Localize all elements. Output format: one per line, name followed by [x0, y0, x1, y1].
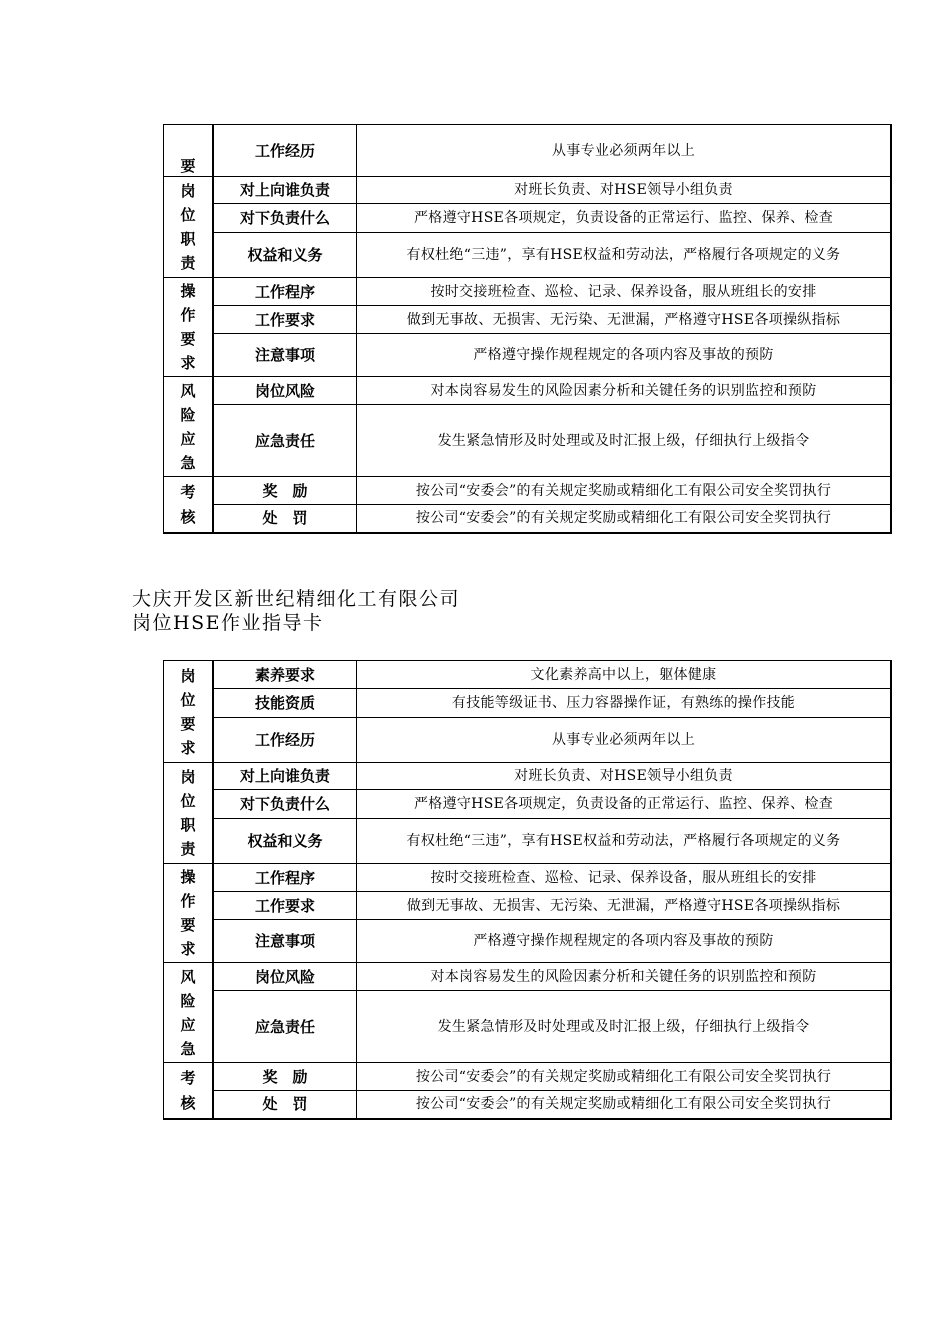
row-label: 处 罚 — [213, 1091, 357, 1119]
category-label: 要 — [180, 157, 196, 175]
vertical-category-text — [164, 965, 212, 1061]
row-label: 工作程序 — [213, 864, 357, 892]
category-char: 险 — [180, 991, 196, 1010]
row-label: 对下负责什么 — [213, 790, 357, 819]
category-char: 求 — [180, 738, 196, 757]
category-char: 要 — [180, 916, 196, 934]
row-value: 严格遵守HSE各项规定，负责设备的正常运行、监控、保养、检查 — [357, 790, 892, 819]
row-value: 按时交接班检查、巡检、记录、保养设备，服从班组长的安排 — [357, 864, 892, 892]
category-char: 求 — [180, 354, 196, 372]
vertical-category-text — [164, 664, 212, 760]
table-row — [164, 334, 892, 377]
row-label: 工作经历 — [213, 718, 357, 763]
category-char: 急 — [180, 1039, 196, 1058]
category-cell-operations — [164, 278, 214, 377]
table-row — [164, 689, 892, 718]
category-char: 作 — [180, 892, 196, 910]
table-row — [164, 233, 892, 278]
table-row — [164, 718, 892, 763]
category-cell-assessment — [164, 477, 214, 533]
row-label: 对下负责什么 — [213, 204, 357, 233]
row-label: 应急责任 — [213, 991, 357, 1063]
row-value: 按公司“安委会”的有关规定奖励或精细化工有限公司安全奖罚执行 — [357, 505, 892, 533]
category-char: 责 — [180, 254, 196, 272]
row-value: 做到无事故、无损害、无污染、无泄漏，严格遵守HSE各项操纵指标 — [357, 306, 892, 334]
category-char: 责 — [180, 840, 196, 858]
row-value: 按公司“安委会”的有关规定奖励或精细化工有限公司安全奖罚执行 — [357, 477, 892, 505]
category-char: 应 — [180, 429, 196, 448]
category-cell-requirements — [164, 125, 214, 177]
category-char: 位 — [180, 206, 196, 224]
category-char: 考 — [180, 482, 196, 501]
table-row — [164, 1063, 892, 1091]
row-value: 文化素养高中以上，躯体健康 — [357, 661, 892, 689]
category-char: 求 — [180, 940, 196, 958]
table-row — [164, 963, 892, 991]
row-value: 对本岗容易发生的风险因素分析和关键任务的识别监控和预防 — [357, 963, 892, 991]
category-char: 风 — [180, 967, 196, 986]
row-value: 严格遵守操作规程规定的各项内容及事故的预防 — [357, 334, 892, 377]
vertical-category-text — [164, 865, 212, 961]
category-char: 险 — [180, 405, 196, 424]
row-label: 岗位风险 — [213, 963, 357, 991]
category-char: 位 — [180, 792, 196, 810]
table-row — [164, 892, 892, 920]
row-label: 工作要求 — [213, 892, 357, 920]
category-char: 职 — [180, 230, 196, 248]
category-char: 要 — [180, 330, 196, 348]
table-row — [164, 278, 892, 306]
row-value: 按公司“安委会”的有关规定奖励或精细化工有限公司安全奖罚执行 — [357, 1063, 892, 1091]
row-value: 按公司“安委会”的有关规定奖励或精细化工有限公司安全奖罚执行 — [357, 1091, 892, 1119]
category-char: 考 — [180, 1068, 196, 1087]
row-value: 做到无事故、无损害、无污染、无泄漏，严格遵守HSE各项操纵指标 — [357, 892, 892, 920]
category-char: 职 — [180, 816, 196, 834]
vertical-category-text — [164, 1065, 212, 1115]
category-char: 岗 — [180, 768, 196, 786]
category-cell-risk — [164, 963, 214, 1063]
row-label: 工作程序 — [213, 278, 357, 306]
table-row — [164, 819, 892, 864]
row-label: 权益和义务 — [213, 819, 357, 864]
category-char: 急 — [180, 453, 196, 472]
row-value: 发生紧急情形及时处理或及时汇报上级，仔细执行上级指令 — [357, 405, 892, 477]
category-char: 要 — [180, 714, 196, 733]
row-value: 严格遵守操作规程规定的各项内容及事故的预防 — [357, 920, 892, 963]
category-char: 作 — [180, 306, 196, 324]
row-value: 对班长负责、对HSE领导小组负责 — [357, 177, 892, 204]
category-char: 操 — [180, 282, 196, 300]
row-label: 工作要求 — [213, 306, 357, 334]
row-label: 注意事项 — [213, 920, 357, 963]
category-char: 核 — [180, 507, 196, 526]
row-value: 按时交接班检查、巡检、记录、保养设备，服从班组长的安排 — [357, 278, 892, 306]
table-row — [164, 920, 892, 963]
row-label: 权益和义务 — [213, 233, 357, 278]
table-row — [164, 306, 892, 334]
row-label: 应急责任 — [213, 405, 357, 477]
category-char: 核 — [180, 1093, 196, 1112]
category-char: 岗 — [180, 182, 196, 200]
table-row — [164, 1091, 892, 1119]
table-row — [164, 864, 892, 892]
table-row — [164, 505, 892, 533]
table-row — [164, 405, 892, 477]
hse-job-guidance-table — [163, 660, 892, 1120]
hse-table-continued — [163, 124, 892, 534]
category-char: 位 — [180, 690, 196, 709]
row-value: 发生紧急情形及时处理或及时汇报上级，仔细执行上级指令 — [357, 991, 892, 1063]
vertical-category-text — [164, 479, 212, 529]
category-cell-duties — [164, 177, 214, 278]
table-row — [164, 790, 892, 819]
row-value: 从事专业必须两年以上 — [357, 125, 892, 177]
vertical-category-text — [164, 179, 212, 275]
card-title: 岗位HSE作业指导卡 — [132, 612, 324, 634]
company-name: 大庆开发区新世纪精细化工有限公司 — [132, 588, 461, 610]
vertical-category-text — [164, 279, 212, 375]
row-label: 奖 励 — [213, 1063, 357, 1091]
row-label: 处 罚 — [213, 505, 357, 533]
category-cell-requirements — [164, 661, 214, 763]
category-char: 操 — [180, 868, 196, 886]
category-char: 应 — [180, 1015, 196, 1034]
row-value: 对本岗容易发生的风险因素分析和关键任务的识别监控和预防 — [357, 377, 892, 405]
category-cell-risk — [164, 377, 214, 477]
vertical-category-text — [164, 765, 212, 861]
table-row — [164, 763, 892, 790]
table-row — [164, 661, 892, 689]
table-row — [164, 204, 892, 233]
row-label: 素养要求 — [213, 661, 357, 689]
category-char: 风 — [180, 381, 196, 400]
category-char: 岗 — [180, 666, 196, 685]
row-value: 有技能等级证书、压力容器操作证，有熟练的操作技能 — [357, 689, 892, 718]
table-row — [164, 125, 892, 177]
row-value: 有权杜绝“三违”，享有HSE权益和劳动法，严格履行各项规定的义务 — [357, 819, 892, 864]
table-row — [164, 477, 892, 505]
row-label: 对上向谁负责 — [213, 177, 357, 204]
row-value: 严格遵守HSE各项规定，负责设备的正常运行、监控、保养、检查 — [357, 204, 892, 233]
row-label: 注意事项 — [213, 334, 357, 377]
row-label: 奖 励 — [213, 477, 357, 505]
row-value: 对班长负责、对HSE领导小组负责 — [357, 763, 892, 790]
category-cell-duties — [164, 763, 214, 864]
table-row — [164, 991, 892, 1063]
row-value: 有权杜绝“三违”，享有HSE权益和劳动法，严格履行各项规定的义务 — [357, 233, 892, 278]
row-label: 技能资质 — [213, 689, 357, 718]
vertical-category-text — [164, 379, 212, 475]
table-row — [164, 177, 892, 204]
row-label: 工作经历 — [213, 125, 357, 177]
row-value: 从事专业必须两年以上 — [357, 718, 892, 763]
row-label: 岗位风险 — [213, 377, 357, 405]
row-label: 对上向谁负责 — [213, 763, 357, 790]
category-cell-operations — [164, 864, 214, 963]
category-cell-assessment — [164, 1063, 214, 1119]
table-row — [164, 377, 892, 405]
